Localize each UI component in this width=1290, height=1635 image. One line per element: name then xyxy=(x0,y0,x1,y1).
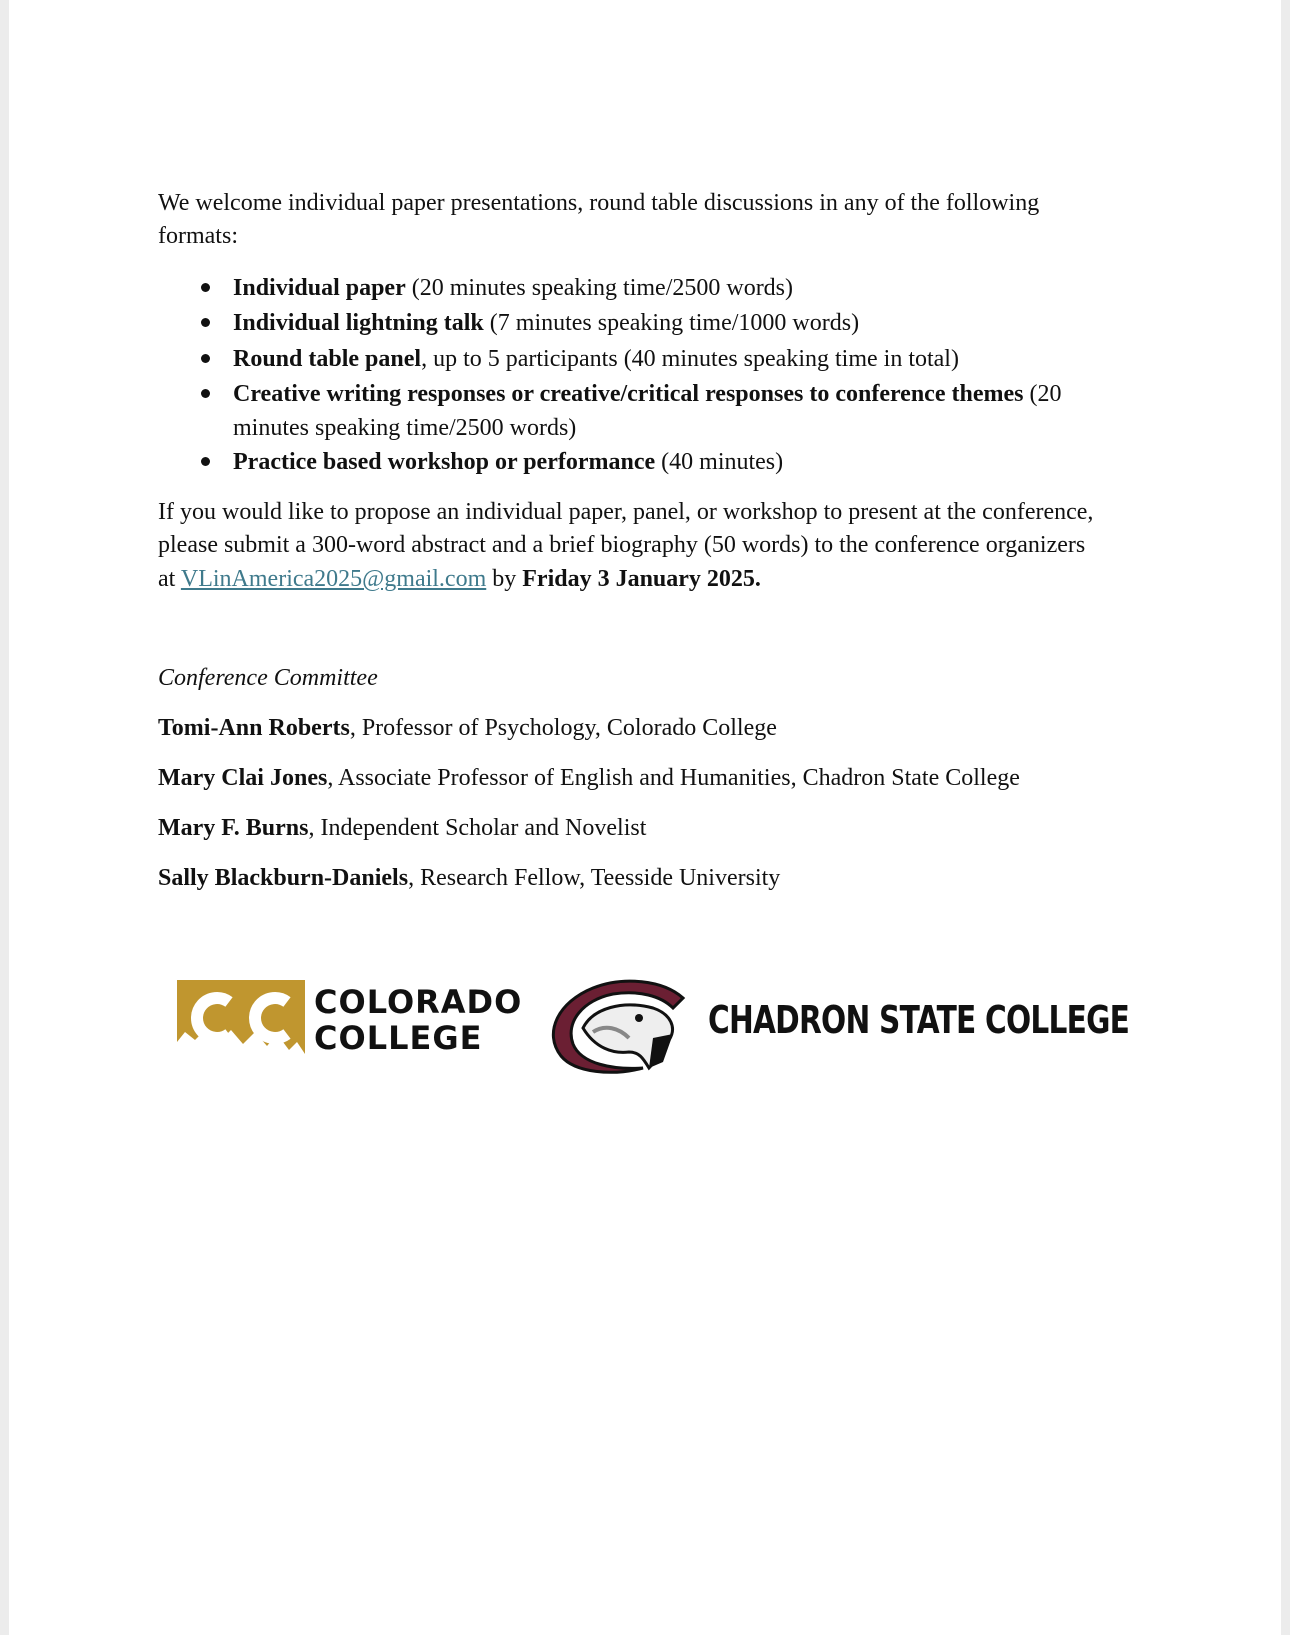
list-item: Practice based workshop or performance (40 minutes) xyxy=(233,449,784,475)
submission-line-3: at VLinAmerica2025@gmail.com by Friday 3 January 2025. xyxy=(158,566,761,592)
list-item: Round table panel, up to 5 participants (40 minutes speaking time in total) xyxy=(233,346,959,372)
bullet-icon xyxy=(201,354,210,363)
email-link[interactable]: VLinAmerica2025@gmail.com xyxy=(180,566,487,592)
committee-member: Sally Blackburn-Daniels, Research Fellow, Teesside University xyxy=(158,865,781,891)
list-item: Individual paper (20 minutes speaking time/2500 words) xyxy=(233,275,794,301)
submission-line-1: If you would like to propose an individual paper, panel, or workshop to present at the conference, xyxy=(158,499,1094,525)
committee-member: Tomi-Ann Roberts, Professor of Psychology, Colorado College xyxy=(158,715,777,741)
committee-member: Mary F. Burns, Independent Scholar and Novelist xyxy=(158,815,647,841)
cc-mark-icon xyxy=(177,980,305,1054)
list-item: Individual lightning talk (7 minutes speaking time/1000 words) xyxy=(233,310,860,336)
list-item: Creative writing responses or creative/critical responses to conference themes (20 xyxy=(233,381,1062,407)
submission-line-2: please submit a 300-word abstract and a brief biography (50 words) to the conference organizers xyxy=(158,532,1086,558)
eagle-emblem-icon xyxy=(543,978,693,1076)
bullet-icon xyxy=(201,389,210,398)
chadron-text: CHADRON STATE COLLEGE xyxy=(708,998,1130,1042)
bullet-icon xyxy=(201,283,210,292)
intro-line-2: formats: xyxy=(158,223,238,249)
list-item-continuation: minutes speaking time/2500 words) xyxy=(233,415,577,441)
bullet-icon xyxy=(201,457,210,466)
deadline: Friday 3 January 2025. xyxy=(522,566,761,592)
colorado-text: COLORADO COLLEGE xyxy=(314,983,523,1057)
intro-line-1: We welcome individual paper presentations, round table discussions in any of the following xyxy=(158,190,1040,216)
committee-heading: Conference Committee xyxy=(158,665,378,691)
document-page xyxy=(9,0,1281,1635)
bullet-icon xyxy=(201,318,210,327)
committee-member: Mary Clai Jones, Associate Professor of English and Humanities, Chadron State College xyxy=(158,765,1020,791)
